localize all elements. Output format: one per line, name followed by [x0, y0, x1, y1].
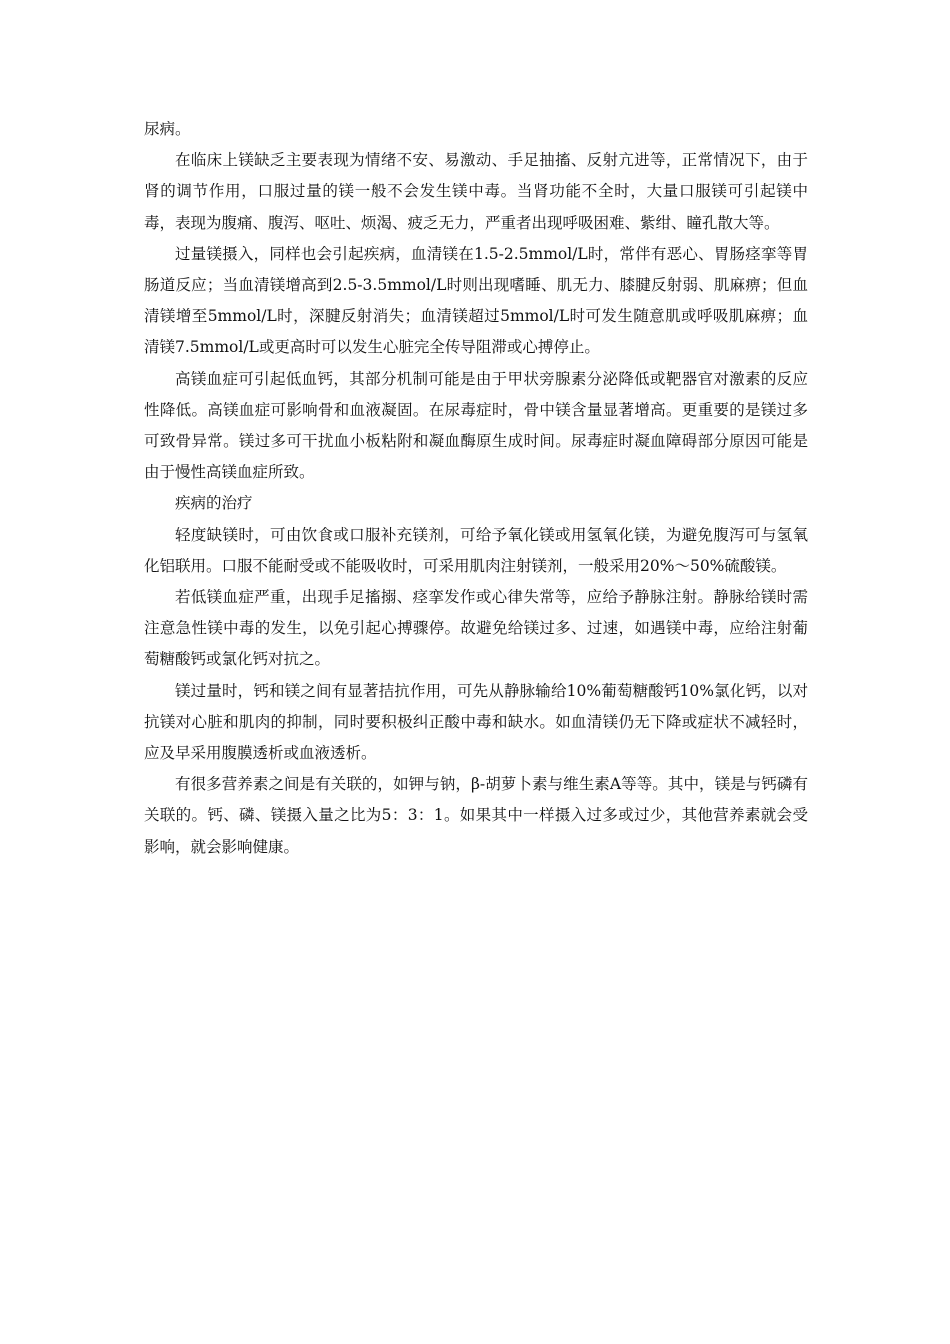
document-page: [144, 114, 808, 863]
paragraph-mild-deficiency: 轻度缺镁时，可由饮食或口服补充镁剂，可给予氧化镁或用氢氧化镁，为避免腹泻可与氢氧化铝联用。口服不能耐受或不能吸收时，可采用肌肉注射镁剂，一般采用20%～50%硫酸镁。: [144, 525, 808, 575]
section-heading-treatment: 疾病的治疗: [175, 494, 253, 513]
paragraph-magnesium-deficiency: 在临床上镁缺乏主要表现为情绪不安、易激动、手足抽搐、反射亢进等，正常情况下，由于肾的调节作用，口服过量的镁一般不会发生镁中毒。当肾功能不全时，大量口服镁可引起镁中毒，表现为腹痛、腹泻、呕吐、烦渴、疲乏无力，严重者出现呼吸困难、紫绀、瞳孔散大等。: [144, 151, 808, 232]
paragraph-severe-hypomagnesemia: 若低镁血症严重，出现手足搐搦、痉挛发作或心律失常等，应给予静脉注射。静脉给镁时需注意急性镁中毒的发生，以免引起心搏骤停。故避免给镁过多、过速，如遇镁中毒，应给注射葡萄糖酸钙或氯化钙对抗之。: [144, 588, 808, 669]
paragraph-continuation: 尿病。: [144, 120, 191, 138]
paragraph-magnesium-excess: 过量镁摄入，同样也会引起疾病，血清镁在1.5-2.5mmol/L时，常伴有恶心、胃肠痉挛等胃肠道反应；当血清镁增高到2.5-3.5mmol/L时则出现嗜睡、肌无力、膝腱反射弱、肌麻痹；但血清镁增至5mmol/L时，深腱反射消失；血清镁超过5mmol/L时可发生随意肌或呼吸肌麻痹；血清镁7.5mmol/L或更高时可以发生心脏完全传导阻滞或心搏停止。: [144, 244, 808, 357]
paragraph-nutrient-relations: 有很多营养素之间是有关联的，如钾与钠，β-胡萝卜素与维生素A等等。其中，镁是与钙磷有关联的。钙、磷、镁摄入量之比为5：3：1。如果其中一样摄入过多或过少，其他营养素就会受影响，就会影响健康。: [144, 775, 808, 856]
paragraph-hypermagnesemia: 高镁血症可引起低血钙，其部分机制可能是由于甲状旁腺素分泌降低或靶器官对激素的反应性降低。高镁血症可影响骨和血液凝固。在尿毒症时，骨中镁含量显著增高。更重要的是镁过多可致骨异常。镁过多可干扰血小板粘附和凝血酶原生成时间。尿毒症时凝血障碍部分原因可能是由于慢性高镁血症所致。: [144, 369, 808, 482]
paragraph-overdose-treatment: 镁过量时，钙和镁之间有显著拮抗作用，可先从静脉输给10%葡萄糖酸钙10%氯化钙，以对抗镁对心脏和肌肉的抑制，同时要积极纠正酸中毒和缺水。如血清镁仍无下降或症状不减轻时，应及早采用腹膜透析或血液透析。: [144, 681, 808, 763]
